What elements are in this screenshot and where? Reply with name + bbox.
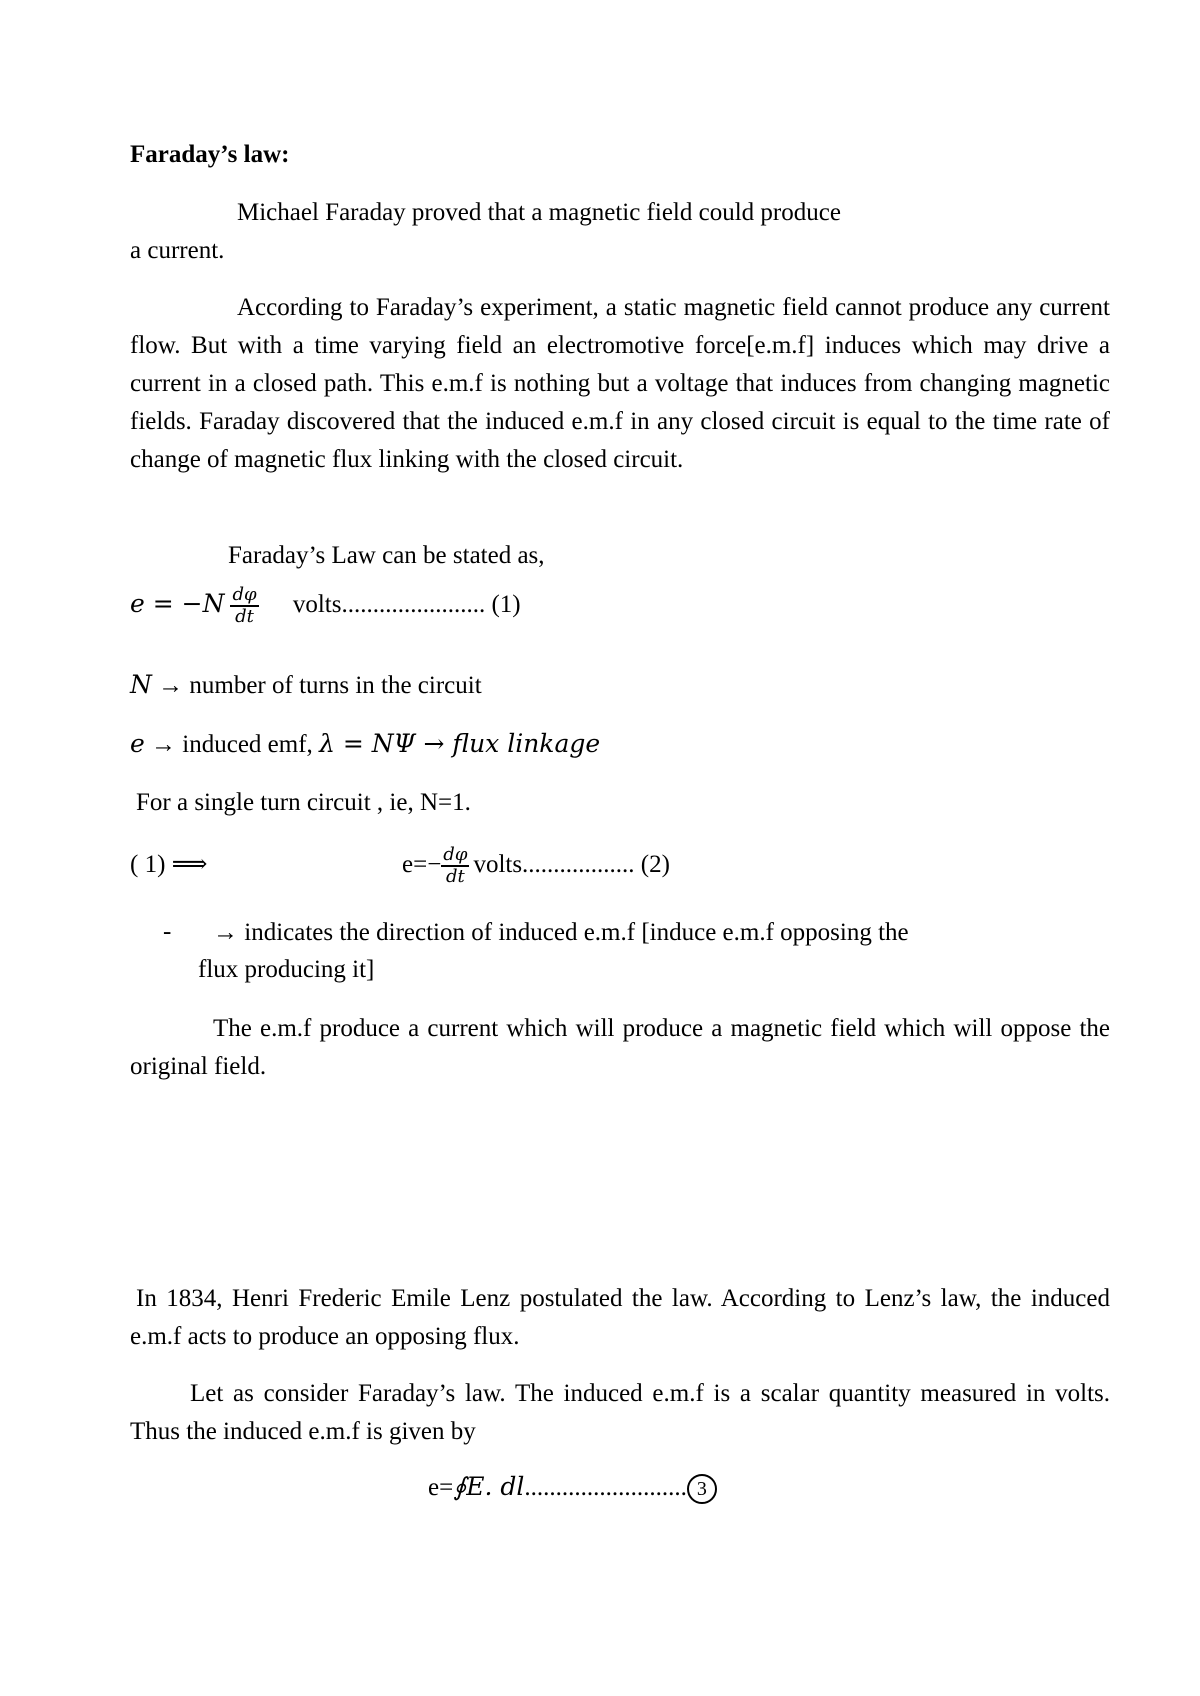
definition-n-text: number of turns in the circuit: [189, 672, 482, 699]
equation-1: [130, 584, 521, 627]
equation-1-label: volts....................... (1): [292, 591, 521, 618]
paragraph-4: The e.m.f produce a current which will produce a magnetic field which will oppose the original field.: [130, 1015, 1110, 1080]
arrow-icon: →: [158, 672, 184, 699]
equation-2-lhs: e=−: [402, 851, 442, 878]
paragraph-6: Let as consider Faraday’s law. The induced e.m.f is a scalar quantity measured in volts. Thus the induced e.m.f is given by: [130, 1380, 1110, 1445]
definition-n: [130, 670, 482, 701]
paragraph-1-line-2: a current.: [130, 237, 225, 264]
definition-e-text: induced emf,: [182, 731, 313, 758]
circled-number-3: 3: [687, 1474, 717, 1504]
equation-1-numerator: dφ: [232, 584, 257, 606]
bullet-line-1: → indicates the direction of induced e.m.f [induce e.m.f opposing the: [213, 919, 909, 946]
equation-3-dots: ..........................: [524, 1474, 687, 1501]
definition-n-symbol: N: [130, 670, 152, 699]
single-turn-note: For a single turn circuit , ie, N=1.: [136, 789, 471, 816]
equation-3: [428, 1470, 717, 1505]
definition-e-symbol: e: [130, 729, 145, 758]
arrow-icon: →: [151, 731, 177, 758]
flux-linkage-formula: λ = NΨ → flux linkage: [319, 729, 601, 758]
equation-1-lhs: e = −N: [130, 589, 225, 618]
contour-integral-icon: ∮: [453, 1472, 467, 1501]
paragraph-2: According to Faraday’s experiment, a static magnetic field cannot produce any current flow. But with a time varying field an electromotive force[e.m.f] induces which may drive a current in a closed path. This e.m.f is nothing but a voltage that induces from changing magnetic fields. Faraday discovered that the induced e.m.f in any closed circuit is equal to the time rate of change of magnetic flux linking with the closed circuit.: [130, 294, 1110, 473]
equation-2-denominator: dt: [445, 866, 465, 888]
equation-2-label: volts.................. (2): [473, 851, 670, 878]
bullet-dash: -: [163, 918, 172, 945]
equation-2-fraction: [441, 845, 469, 887]
equation-2-body: [402, 845, 670, 887]
equation-3-expression: E. dl: [466, 1472, 525, 1501]
equation-2-reference: ( 1) ⟹: [130, 851, 208, 878]
equation-1-denominator: dt: [235, 606, 254, 628]
definition-e: [130, 729, 600, 760]
equation-3-lhs: e=: [428, 1474, 454, 1501]
section-heading: Faraday’s law:: [130, 141, 290, 168]
paragraph-3: Faraday’s Law can be stated as,: [228, 542, 545, 569]
paragraph-5: In 1834, Henri Frederic Emile Lenz postulated the law. According to Lenz’s law, the induced e.m.f acts to produce an opposing flux.: [130, 1285, 1110, 1350]
bullet-line-2: flux producing it]: [198, 956, 375, 983]
paragraph-1-line-1: Michael Faraday proved that a magnetic field could produce: [237, 199, 841, 226]
equation-1-fraction: [230, 585, 258, 627]
equation-2-numerator: dφ: [443, 844, 468, 866]
